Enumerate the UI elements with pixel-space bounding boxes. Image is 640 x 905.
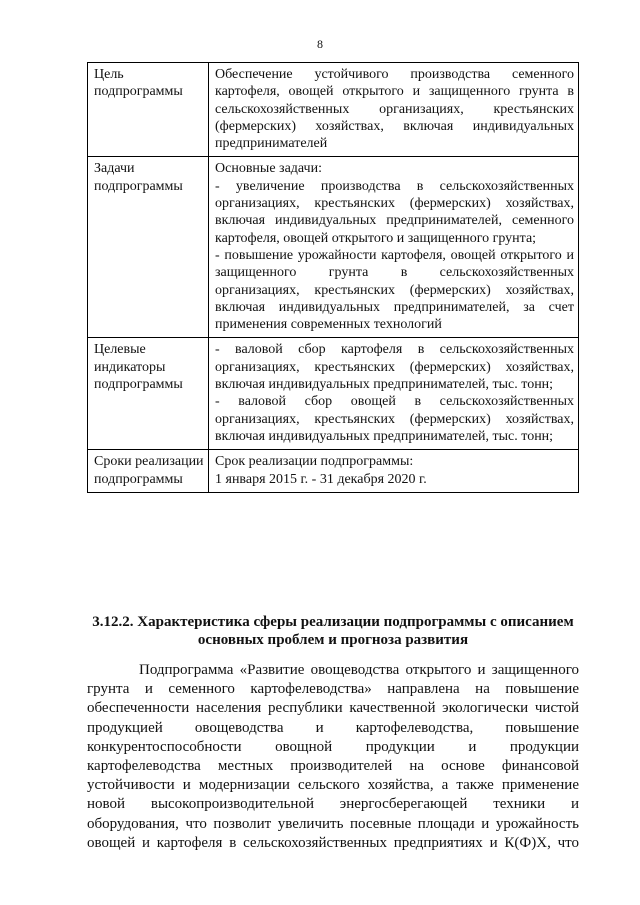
paragraph-line: конкурентоспособности овощной продукции и продукции — [87, 738, 579, 755]
row-content — [209, 338, 579, 450]
paragraph-line: овощей и картофеля в сельскохозяйственных предприятиях и К(Ф)Х, что — [87, 834, 579, 851]
content-paragraph: - валовой сбор овощей в сельскохозяйственных организациях, крестьянских (фермерских) хозяйствах, включая индивидуальных предпринимателей, тыс. тонн; — [215, 394, 574, 444]
paragraph-line: картофелеводства местных производителей на основе финансовой — [87, 758, 579, 775]
paragraph-line: продукцией овощеводства и картофелеводства, повышение — [87, 719, 579, 736]
row-content — [209, 450, 579, 493]
subprogram-passport-table — [87, 62, 579, 493]
table-row — [88, 450, 579, 493]
content-paragraph: - валовой сбор картофеля в сельскохозяйственных организациях, крестьянских (фермерских) хозяйствах, включая индивидуальных предпринимателей, тыс. тонн; — [215, 342, 574, 393]
row-label: Задачи подпрограммы — [88, 157, 209, 338]
content-paragraph: Основные задачи: — [215, 161, 322, 177]
paragraph-line: устойчивости и модернизации сельского хозяйства, а также применение — [87, 777, 579, 794]
paragraph-line: грунта и семенного картофелеводства» направлена на повышение — [87, 681, 579, 698]
row-content — [209, 63, 579, 157]
row-content — [209, 157, 579, 338]
content-paragraph: Обеспечение устойчивого производства семенного картофеля, овощей открытого и защищенного грунта в сельскохозяйственных организациях, крестьянских (фермерских) хозяйствах, включая индивидуальных предпринимателей — [215, 67, 574, 152]
row-label: Сроки реализации подпрограммы — [88, 450, 209, 493]
content-paragraph: - повышение урожайности картофеля, овощей открытого и защищенного грунта в сельскохозяйственных организациях, крестьянских (фермерских) хозяйствах, включая индивидуальных предпринимателей, за счет применения современных технологий — [215, 247, 574, 333]
section-heading: 3.12.2. Характеристика сферы реализации подпрограммы с описанием основных проблем и прогноза развития — [92, 614, 574, 648]
body-paragraph — [87, 661, 579, 853]
paragraph-line: Подпрограмма «Развитие овощеводства открытого и защищенного — [139, 662, 579, 678]
content-paragraph: Срок реализации подпрограммы: — [215, 454, 414, 470]
paragraph-line: новой высокопроизводительной энергосберегающей техники и — [87, 796, 579, 813]
paragraph-line: оборудования, что позволит увеличить посевные площади и урожайность — [87, 815, 579, 832]
table-row — [88, 63, 579, 157]
paragraph-line: обеспеченности населения республики качественной экологически чистой — [87, 700, 579, 717]
row-label: Целевые индикаторы подпрограммы — [88, 338, 209, 450]
table-row — [88, 338, 579, 450]
page-number: 8 — [317, 37, 323, 51]
content-paragraph: - увеличение производства в сельскохозяйственных организациях, крестьянских (фермерских) хозяйствах, включая индивидуальных предпринимателей, семенного картофеля, овощей открытого и защищенного грунта; — [215, 178, 574, 246]
table-row — [88, 157, 579, 338]
content-paragraph: 1 января 2015 г. - 31 декабря 2020 г. — [215, 471, 427, 487]
row-label: Цель подпрограммы — [88, 63, 209, 157]
